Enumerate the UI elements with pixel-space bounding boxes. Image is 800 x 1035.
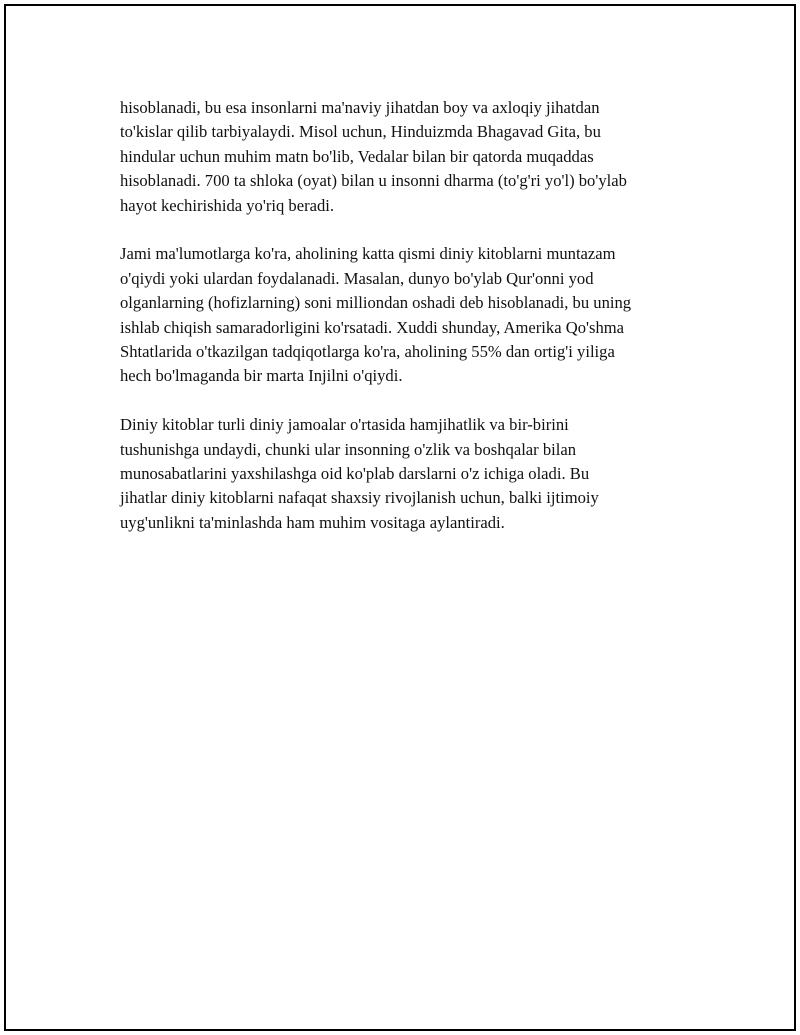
paragraph-line: munosabatlarini yaxshilashga oid ko'plab darslarni o'z ichiga oladi. Bu <box>120 464 590 484</box>
paragraph-line: Diniy kitoblar turli diniy jamoalar o'rtasida hamjihatlik va bir-birini <box>120 415 569 435</box>
paragraph-line: Jami ma'lumotlarga ko'ra, aholining katta qismi diniy kitoblarni muntazam <box>120 244 616 264</box>
paragraph-3 <box>120 413 700 535</box>
paragraph-line: to'kislar qilib tarbiyalaydi. Misol uchun, Hinduizmda Bhagavad Gita, bu <box>120 122 601 142</box>
paragraph-line: o'qiydi yoki ulardan foydalanadi. Masalan, dunyo bo'ylab Qur'onni yod <box>120 268 594 288</box>
paragraph-line: hindular uchun muhim matn bo'lib, Vedalar bilan bir qatorda muqaddas <box>120 146 594 166</box>
document-body <box>120 96 700 560</box>
paragraph-line: ishlab chiqish samaradorligini ko'rsatadi. Xuddi shunday, Amerika Qo'shma <box>120 317 625 337</box>
paragraph-line: hech bo'lmaganda bir marta Injilni o'qiydi. <box>120 366 403 386</box>
paragraph-2 <box>120 242 700 388</box>
paragraph-line: hayot kechirishida yo'riq beradi. <box>120 195 335 215</box>
document-page <box>4 4 796 1031</box>
paragraph-line: uyg'unlikni ta'minlashda ham muhim vositaga aylantiradi. <box>120 512 505 532</box>
paragraph-1 <box>120 96 700 218</box>
paragraph-line: hisoblanadi, bu esa insonlarni ma'naviy jihatdan boy va axloqiy jihatdan <box>120 98 600 117</box>
paragraph-line: hisoblanadi. 700 ta shloka (oyat) bilan u insonni dharma (to'g'ri yo'l) bo'ylab <box>120 171 627 191</box>
paragraph-line: Shtatlarida o'tkazilgan tadqiqotlarga ko'ra, aholining 55% dan ortig'i yiliga <box>120 342 615 362</box>
paragraph-line: tushunishga undaydi, chunki ular insonning o'zlik va boshqalar bilan <box>120 439 577 459</box>
paragraph-line: jihatlar diniy kitoblarni nafaqat shaxsiy rivojlanish uchun, balki ijtimoiy <box>120 488 599 508</box>
paragraph-line: olganlarning (hofizlarning) soni milliondan oshadi deb hisoblanadi, bu uning <box>120 293 632 313</box>
